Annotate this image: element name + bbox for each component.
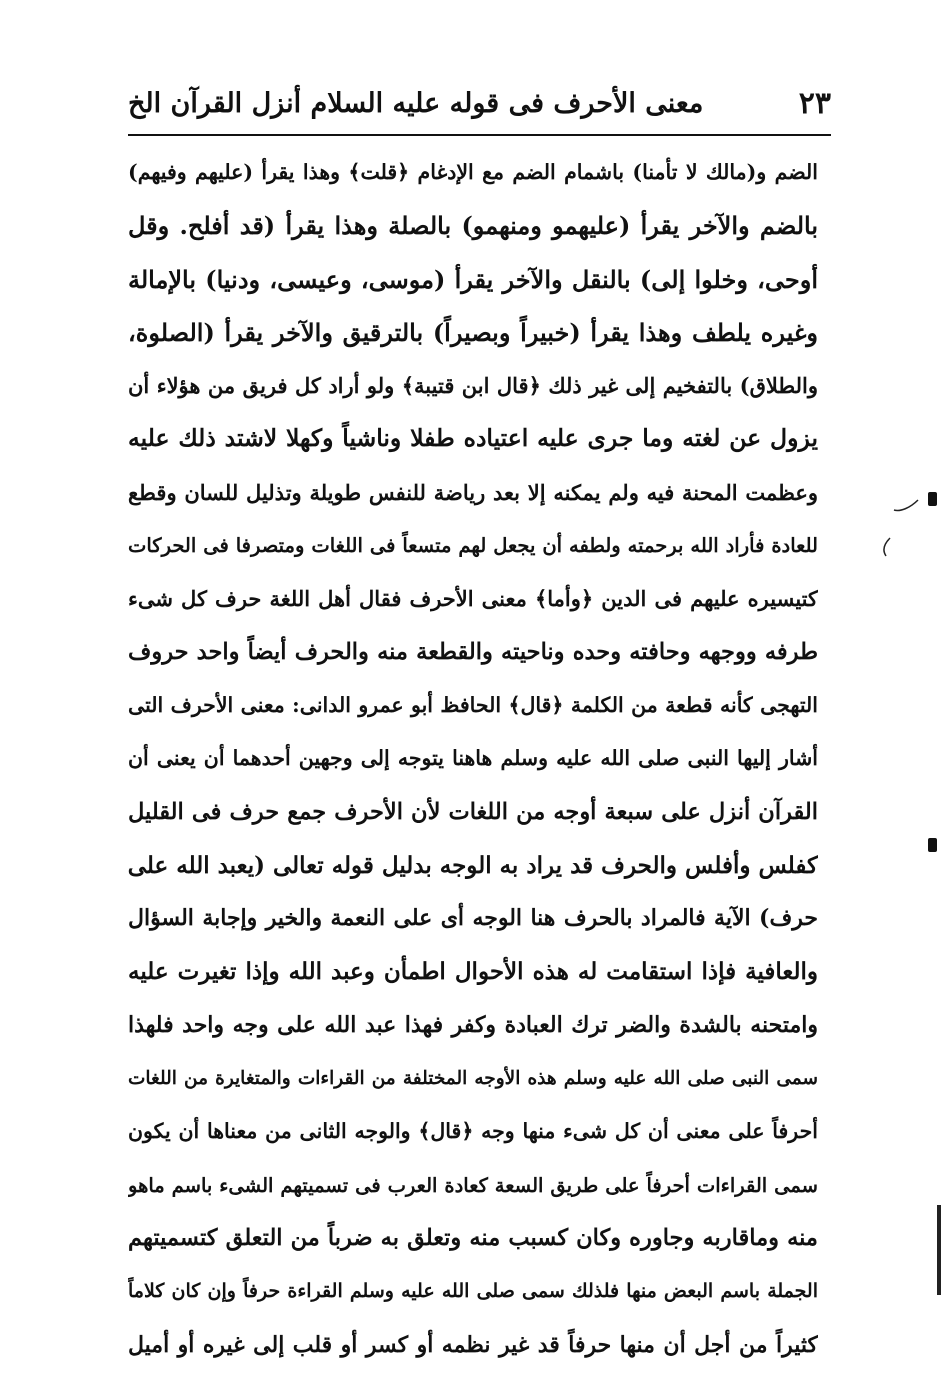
text-line: حرف) الآية فالمراد بالحرف هنا الوجه أى على النعمة والخير وإجابة السؤال — [128, 905, 818, 932]
page-edge-shadow — [937, 1205, 941, 1295]
text-line: بالضم والآخر يقرأ (عليهمو ومنهمو) بالصلة وهذا يقرأ (قد أفلح. وقل — [128, 211, 818, 241]
margin-stroke — [880, 498, 920, 558]
text-line: القرآن أنزل على سبعة أوجه من اللغات لأن الأحرف جمع حرف فى القليل — [128, 798, 818, 825]
margin-mark — [928, 838, 937, 852]
text-line: كفلس وأفلس والحرف قد يراد به الوجه بدليل قوله تعالى (يعبد الله على — [128, 851, 818, 879]
text-line: سمى النبى صلى الله عليه وسلم هذه الأوجه المختلفة من القراءات والمتغايرة من اللغات — [128, 1068, 818, 1090]
text-line: الجملة باسم البعض منها فلذلك سمى صلى الله عليه وسلم القراءة حرفاً وإن كان كلاماً — [128, 1280, 818, 1303]
page-number: ٢٣ — [798, 85, 831, 121]
text-line: أحرفاً على معنى أن كل شىء منها وجه ﴿قال﴾ والوجه الثانى من معناها أن يكون — [128, 1119, 818, 1144]
margin-mark — [928, 492, 937, 506]
text-line: يزول عن لغته وما جرى عليه اعتياده طفلا وناشياً وكهلا لاشتد ذلك عليه — [128, 424, 818, 453]
text-line: أوحى، وخلوا إلى) بالنقل والآخر يقرأ (موسى، وعيسى، ودنيا) بالإمالة — [128, 264, 818, 294]
text-line: والعافية فإذا استقامت له هذه الأحوال اطمأن وعبد الله وإذا تغيرت عليه — [128, 958, 818, 986]
text-line: كثيراً من أجل أن منها حرفاً قد غير نظمه أو كسر أو قلب إلى غيره أو أميل — [128, 1331, 818, 1358]
header-rule — [128, 134, 831, 136]
text-line: والطلاق) بالتفخيم إلى غير ذلك ﴿قال ابن قتيبة﴾ ولو أراد كل فريق من هؤلاء أن — [128, 373, 818, 399]
running-title: معنى الأحرف فى قوله عليه السلام أنزل القرآن الخ — [128, 87, 704, 119]
body-text — [128, 146, 818, 1372]
text-line: منه وماقاربه وجاوره وكان كسبب منه وتعلق به ضرباً من التعلق كتسميتهم — [128, 1224, 818, 1251]
text-line: وعظمت المحنة فيه ولم يمكنه إلا بعد رياضة للنفس طويلة وتذليل للسان وقطع — [128, 479, 818, 505]
text-line: التهجى كأنه قطعة من الكلمة ﴿قال﴾ الحافظ أبو عمرو الدانى: معنى الأحرف التى — [128, 692, 818, 717]
text-line: كتيسيره عليهم فى الدين ﴿وأما﴾ معنى الأحرف فقال أهل اللغة حرف كل شىء — [128, 586, 818, 612]
text-line: للعادة فأراد الله برحمته ولطفه أن يجعل لهم متسعاً فى اللغات ومتصرفا فى الحركات — [128, 534, 818, 558]
text-line: وامتحنه بالشدة والضر ترك العبادة وكفر فهذا عبد الله على وجه واحد فلهذا — [128, 1011, 818, 1038]
text-line: سمى القراءات أحرفاً على طريق السعة كعادة العرب فى تسميتهم الشىء باسم ماهو — [128, 1173, 818, 1197]
text-line: طرفه ووجهه وحافته وحده وناحيته والقطعة منه والحرف أيضاً واحد حروف — [128, 638, 818, 665]
page-header — [128, 78, 831, 128]
text-line: وغيره يلطف وهذا يقرأ (خبيراً وبصيراً) بالترقيق والآخر يقرأ (الصلوة، — [128, 317, 818, 347]
text-line: الضم و(مالك لا تأمنا) باشمام الضم مع الإدغام ﴿قلت﴾ وهذا يقرأ (عليهم وفيهم) — [128, 160, 818, 184]
text-line: أشار إليها النبى صلى الله عليه وسلم هاهنا يتوجه إلى وجهين أحدهما أن يعنى أن — [128, 746, 818, 771]
